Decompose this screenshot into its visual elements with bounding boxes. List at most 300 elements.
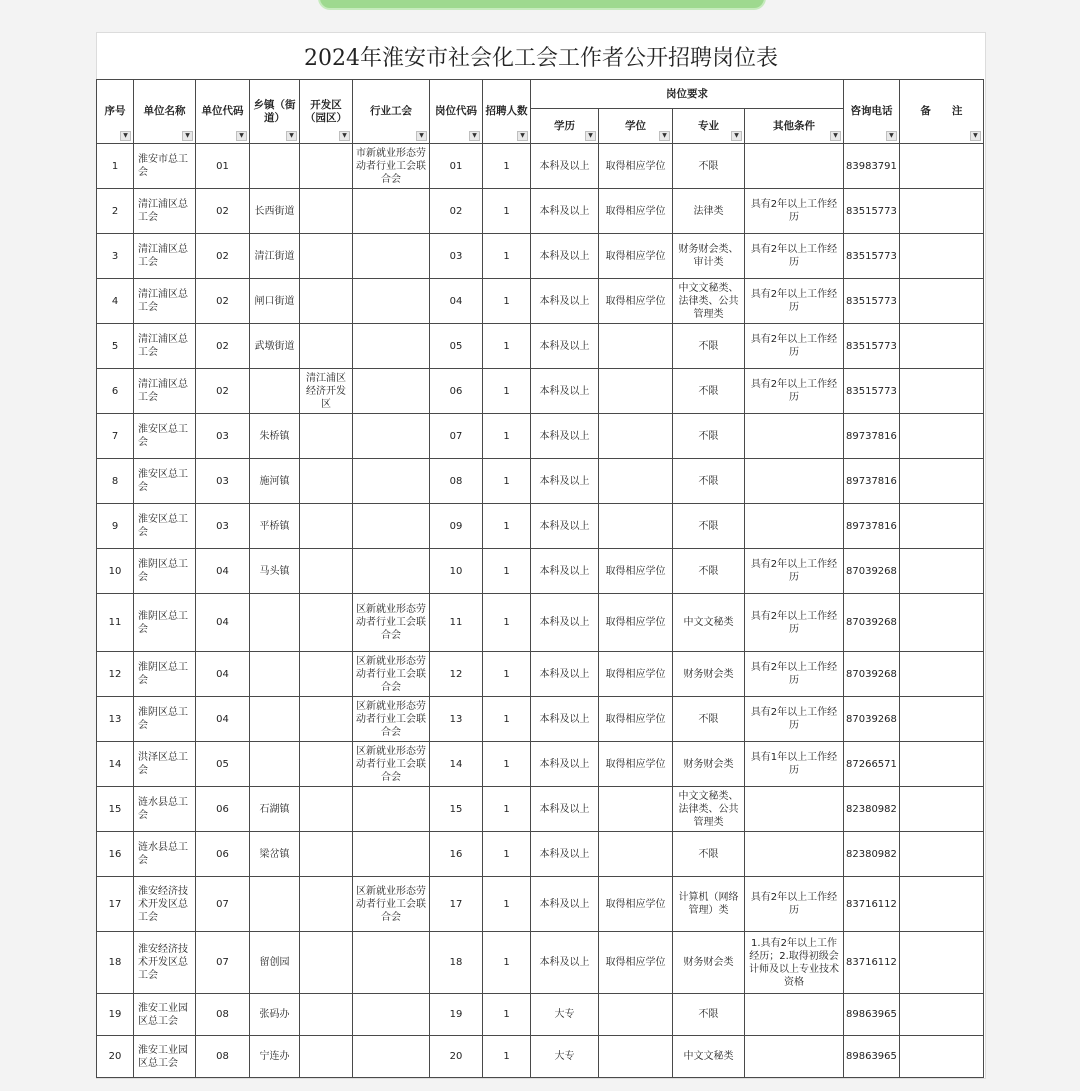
cell-dev-zone[interactable] <box>300 549 353 594</box>
table-row[interactable] <box>97 877 984 932</box>
cell-unit-code[interactable]: 02 <box>196 234 250 279</box>
cell-phone[interactable]: 83515773 <box>844 189 900 234</box>
cell-remark[interactable] <box>899 994 983 1036</box>
filter-dropdown-icon[interactable]: ▼ <box>886 131 897 141</box>
cell-education[interactable]: 本科及以上 <box>531 932 599 994</box>
cell-other[interactable] <box>745 832 844 877</box>
cell-seq[interactable]: 7 <box>97 414 134 459</box>
cell-education[interactable]: 本科及以上 <box>531 144 599 189</box>
cell-unit-code[interactable]: 02 <box>196 279 250 324</box>
cell-seq[interactable]: 19 <box>97 994 134 1036</box>
cell-remark[interactable] <box>899 414 983 459</box>
cell-post-code[interactable]: 10 <box>430 549 483 594</box>
cell-post-code[interactable]: 16 <box>430 832 483 877</box>
cell-remark[interactable] <box>899 369 983 414</box>
table-row[interactable] <box>97 742 984 787</box>
cell-unit-name[interactable]: 淮安市总工会 <box>134 144 196 189</box>
cell-post-code[interactable]: 13 <box>430 697 483 742</box>
cell-seq[interactable]: 1 <box>97 144 134 189</box>
cell-phone[interactable]: 89737816 <box>844 504 900 549</box>
cell-unit-code[interactable]: 03 <box>196 504 250 549</box>
cell-unit-code[interactable]: 07 <box>196 877 250 932</box>
cell-education[interactable]: 本科及以上 <box>531 279 599 324</box>
cell-major[interactable]: 财务财会类、审计类 <box>673 234 745 279</box>
cell-unit-code[interactable]: 08 <box>196 1036 250 1078</box>
cell-unit-code[interactable]: 02 <box>196 189 250 234</box>
cell-industry[interactable]: 区新就业形态劳动者行业工会联合会 <box>353 594 430 652</box>
cell-post-code[interactable]: 20 <box>430 1036 483 1078</box>
cell-count[interactable]: 1 <box>483 189 531 234</box>
cell-degree[interactable] <box>599 504 673 549</box>
cell-post-code[interactable]: 04 <box>430 279 483 324</box>
cell-post-code[interactable]: 12 <box>430 652 483 697</box>
cell-unit-code[interactable]: 08 <box>196 994 250 1036</box>
cell-phone[interactable]: 83716112 <box>844 932 900 994</box>
cell-other[interactable] <box>745 1036 844 1078</box>
cell-remark[interactable] <box>899 594 983 652</box>
cell-industry[interactable] <box>353 414 430 459</box>
cell-seq[interactable]: 5 <box>97 324 134 369</box>
cell-count[interactable]: 1 <box>483 787 531 832</box>
cell-seq[interactable]: 3 <box>97 234 134 279</box>
cell-dev-zone[interactable] <box>300 932 353 994</box>
filter-dropdown-icon[interactable]: ▼ <box>731 131 742 141</box>
cell-post-code[interactable]: 05 <box>430 324 483 369</box>
cell-other[interactable]: 具有2年以上工作经历 <box>745 369 844 414</box>
cell-education[interactable]: 本科及以上 <box>531 697 599 742</box>
filter-dropdown-icon[interactable]: ▼ <box>830 131 841 141</box>
cell-town[interactable]: 张码办 <box>250 994 300 1036</box>
cell-remark[interactable] <box>899 279 983 324</box>
cell-town[interactable]: 马头镇 <box>250 549 300 594</box>
cell-industry[interactable]: 区新就业形态劳动者行业工会联合会 <box>353 697 430 742</box>
cell-other[interactable]: 具有2年以上工作经历 <box>745 234 844 279</box>
cell-industry[interactable] <box>353 787 430 832</box>
cell-unit-name[interactable]: 涟水县总工会 <box>134 832 196 877</box>
cell-seq[interactable]: 20 <box>97 1036 134 1078</box>
cell-post-code[interactable]: 03 <box>430 234 483 279</box>
cell-industry[interactable]: 区新就业形态劳动者行业工会联合会 <box>353 742 430 787</box>
cell-degree[interactable] <box>599 994 673 1036</box>
table-row[interactable] <box>97 697 984 742</box>
filter-dropdown-icon[interactable]: ▼ <box>182 131 193 141</box>
cell-remark[interactable] <box>899 787 983 832</box>
table-row[interactable] <box>97 652 984 697</box>
cell-town[interactable]: 清江街道 <box>250 234 300 279</box>
table-row[interactable] <box>97 1036 984 1078</box>
filter-dropdown-icon[interactable]: ▼ <box>416 131 427 141</box>
cell-post-code[interactable]: 19 <box>430 994 483 1036</box>
cell-major[interactable]: 计算机（网络管理）类 <box>673 877 745 932</box>
cell-major[interactable]: 不限 <box>673 369 745 414</box>
cell-remark[interactable] <box>899 189 983 234</box>
cell-post-code[interactable]: 14 <box>430 742 483 787</box>
cell-industry[interactable] <box>353 279 430 324</box>
cell-other[interactable]: 具有2年以上工作经历 <box>745 594 844 652</box>
cell-town[interactable]: 宁连办 <box>250 1036 300 1078</box>
table-row[interactable] <box>97 994 984 1036</box>
cell-major[interactable]: 不限 <box>673 832 745 877</box>
cell-other[interactable]: 1.具有2年以上工作经历；2.取得初级会计师及以上专业技术资格 <box>745 932 844 994</box>
cell-dev-zone[interactable]: 清江浦区经济开发区 <box>300 369 353 414</box>
cell-count[interactable]: 1 <box>483 459 531 504</box>
cell-remark[interactable] <box>899 144 983 189</box>
cell-phone[interactable]: 83515773 <box>844 279 900 324</box>
cell-town[interactable]: 平桥镇 <box>250 504 300 549</box>
cell-unit-name[interactable]: 淮安区总工会 <box>134 459 196 504</box>
cell-major[interactable]: 财务财会类 <box>673 742 745 787</box>
cell-dev-zone[interactable] <box>300 234 353 279</box>
cell-phone[interactable]: 83983791 <box>844 144 900 189</box>
cell-degree[interactable] <box>599 787 673 832</box>
cell-count[interactable]: 1 <box>483 369 531 414</box>
table-row[interactable] <box>97 414 984 459</box>
cell-degree[interactable]: 取得相应学位 <box>599 144 673 189</box>
cell-unit-name[interactable]: 淮安经济技术开发区总工会 <box>134 877 196 932</box>
cell-industry[interactable] <box>353 459 430 504</box>
filter-dropdown-icon[interactable]: ▼ <box>659 131 670 141</box>
cell-remark[interactable] <box>899 697 983 742</box>
cell-unit-name[interactable]: 淮安区总工会 <box>134 414 196 459</box>
cell-remark[interactable] <box>899 504 983 549</box>
cell-seq[interactable]: 15 <box>97 787 134 832</box>
cell-town[interactable]: 石湖镇 <box>250 787 300 832</box>
cell-count[interactable]: 1 <box>483 594 531 652</box>
cell-remark[interactable] <box>899 832 983 877</box>
table-row[interactable] <box>97 144 984 189</box>
cell-post-code[interactable]: 15 <box>430 787 483 832</box>
cell-education[interactable]: 本科及以上 <box>531 742 599 787</box>
cell-phone[interactable]: 82380982 <box>844 787 900 832</box>
cell-unit-name[interactable]: 淮阴区总工会 <box>134 697 196 742</box>
cell-major[interactable]: 不限 <box>673 414 745 459</box>
cell-other[interactable]: 具有2年以上工作经历 <box>745 697 844 742</box>
cell-town[interactable] <box>250 144 300 189</box>
cell-seq[interactable]: 16 <box>97 832 134 877</box>
cell-post-code[interactable]: 06 <box>430 369 483 414</box>
cell-phone[interactable]: 83515773 <box>844 369 900 414</box>
cell-phone[interactable]: 83515773 <box>844 324 900 369</box>
cell-town[interactable] <box>250 369 300 414</box>
cell-industry[interactable] <box>353 994 430 1036</box>
cell-unit-name[interactable]: 清江浦区总工会 <box>134 279 196 324</box>
cell-other[interactable]: 具有2年以上工作经历 <box>745 549 844 594</box>
cell-town[interactable] <box>250 742 300 787</box>
cell-major[interactable]: 不限 <box>673 504 745 549</box>
cell-education[interactable]: 本科及以上 <box>531 234 599 279</box>
cell-education[interactable]: 本科及以上 <box>531 414 599 459</box>
cell-industry[interactable]: 区新就业形态劳动者行业工会联合会 <box>353 652 430 697</box>
cell-seq[interactable]: 9 <box>97 504 134 549</box>
cell-degree[interactable]: 取得相应学位 <box>599 742 673 787</box>
cell-dev-zone[interactable] <box>300 189 353 234</box>
cell-other[interactable]: 具有2年以上工作经历 <box>745 652 844 697</box>
filter-dropdown-icon[interactable]: ▼ <box>585 131 596 141</box>
cell-degree[interactable] <box>599 1036 673 1078</box>
cell-industry[interactable] <box>353 832 430 877</box>
cell-other[interactable]: 具有2年以上工作经历 <box>745 877 844 932</box>
cell-count[interactable]: 1 <box>483 414 531 459</box>
cell-unit-code[interactable]: 05 <box>196 742 250 787</box>
filter-dropdown-icon[interactable]: ▼ <box>286 131 297 141</box>
cell-town[interactable]: 长西街道 <box>250 189 300 234</box>
cell-unit-name[interactable]: 清江浦区总工会 <box>134 189 196 234</box>
cell-degree[interactable]: 取得相应学位 <box>599 234 673 279</box>
cell-education[interactable]: 本科及以上 <box>531 369 599 414</box>
cell-town[interactable] <box>250 697 300 742</box>
cell-town[interactable]: 闸口街道 <box>250 279 300 324</box>
cell-post-code[interactable]: 02 <box>430 189 483 234</box>
cell-dev-zone[interactable] <box>300 279 353 324</box>
cell-unit-code[interactable]: 02 <box>196 369 250 414</box>
cell-degree[interactable] <box>599 324 673 369</box>
cell-unit-code[interactable]: 04 <box>196 594 250 652</box>
cell-degree[interactable]: 取得相应学位 <box>599 189 673 234</box>
cell-phone[interactable]: 87039268 <box>844 594 900 652</box>
cell-dev-zone[interactable] <box>300 994 353 1036</box>
cell-dev-zone[interactable] <box>300 504 353 549</box>
cell-other[interactable] <box>745 994 844 1036</box>
cell-count[interactable]: 1 <box>483 742 531 787</box>
cell-education[interactable]: 本科及以上 <box>531 877 599 932</box>
cell-other[interactable]: 具有2年以上工作经历 <box>745 279 844 324</box>
cell-major[interactable]: 不限 <box>673 549 745 594</box>
cell-degree[interactable] <box>599 832 673 877</box>
cell-industry[interactable] <box>353 369 430 414</box>
cell-unit-name[interactable]: 清江浦区总工会 <box>134 324 196 369</box>
cell-unit-code[interactable]: 03 <box>196 459 250 504</box>
cell-industry[interactable] <box>353 324 430 369</box>
cell-count[interactable]: 1 <box>483 549 531 594</box>
cell-education[interactable]: 大专 <box>531 994 599 1036</box>
cell-industry[interactable] <box>353 234 430 279</box>
cell-seq[interactable]: 6 <box>97 369 134 414</box>
cell-industry[interactable] <box>353 549 430 594</box>
cell-industry[interactable] <box>353 1036 430 1078</box>
cell-remark[interactable] <box>899 234 983 279</box>
cell-town[interactable]: 朱桥镇 <box>250 414 300 459</box>
cell-phone[interactable]: 87039268 <box>844 549 900 594</box>
table-row[interactable] <box>97 279 984 324</box>
cell-dev-zone[interactable] <box>300 832 353 877</box>
cell-phone[interactable]: 87039268 <box>844 652 900 697</box>
table-row[interactable] <box>97 787 984 832</box>
cell-major[interactable]: 不限 <box>673 697 745 742</box>
cell-town[interactable]: 留创园 <box>250 932 300 994</box>
cell-dev-zone[interactable] <box>300 414 353 459</box>
cell-education[interactable]: 本科及以上 <box>531 459 599 504</box>
filter-dropdown-icon[interactable]: ▼ <box>120 131 131 141</box>
cell-phone[interactable]: 89863965 <box>844 1036 900 1078</box>
cell-remark[interactable] <box>899 1036 983 1078</box>
table-row[interactable] <box>97 234 984 279</box>
filter-dropdown-icon[interactable]: ▼ <box>469 131 480 141</box>
cell-industry[interactable] <box>353 189 430 234</box>
cell-count[interactable]: 1 <box>483 234 531 279</box>
cell-count[interactable]: 1 <box>483 877 531 932</box>
cell-count[interactable]: 1 <box>483 1036 531 1078</box>
cell-seq[interactable]: 17 <box>97 877 134 932</box>
cell-post-code[interactable]: 11 <box>430 594 483 652</box>
cell-major[interactable]: 财务财会类 <box>673 932 745 994</box>
cell-education[interactable]: 本科及以上 <box>531 504 599 549</box>
cell-unit-name[interactable]: 淮阴区总工会 <box>134 652 196 697</box>
cell-unit-name[interactable]: 涟水县总工会 <box>134 787 196 832</box>
table-row[interactable] <box>97 504 984 549</box>
cell-seq[interactable]: 13 <box>97 697 134 742</box>
cell-unit-name[interactable]: 清江浦区总工会 <box>134 234 196 279</box>
cell-other[interactable] <box>745 787 844 832</box>
cell-count[interactable]: 1 <box>483 932 531 994</box>
cell-unit-name[interactable]: 淮安工业园区总工会 <box>134 994 196 1036</box>
cell-major[interactable]: 不限 <box>673 144 745 189</box>
cell-industry[interactable]: 市新就业形态劳动者行业工会联合会 <box>353 144 430 189</box>
cell-dev-zone[interactable] <box>300 652 353 697</box>
cell-town[interactable] <box>250 652 300 697</box>
cell-major[interactable]: 中文文秘类 <box>673 1036 745 1078</box>
cell-count[interactable]: 1 <box>483 504 531 549</box>
cell-unit-code[interactable]: 06 <box>196 787 250 832</box>
filter-dropdown-icon[interactable]: ▼ <box>339 131 350 141</box>
cell-degree[interactable]: 取得相应学位 <box>599 932 673 994</box>
cell-town[interactable] <box>250 877 300 932</box>
cell-education[interactable]: 本科及以上 <box>531 324 599 369</box>
cell-remark[interactable] <box>899 549 983 594</box>
cell-seq[interactable]: 11 <box>97 594 134 652</box>
cell-seq[interactable]: 10 <box>97 549 134 594</box>
cell-degree[interactable]: 取得相应学位 <box>599 697 673 742</box>
cell-phone[interactable]: 82380982 <box>844 832 900 877</box>
cell-phone[interactable]: 87266571 <box>844 742 900 787</box>
cell-degree[interactable] <box>599 459 673 504</box>
cell-count[interactable]: 1 <box>483 697 531 742</box>
cell-degree[interactable] <box>599 369 673 414</box>
filter-dropdown-icon[interactable]: ▼ <box>236 131 247 141</box>
cell-seq[interactable]: 8 <box>97 459 134 504</box>
cell-major[interactable]: 法律类 <box>673 189 745 234</box>
cell-remark[interactable] <box>899 459 983 504</box>
cell-degree[interactable] <box>599 414 673 459</box>
cell-other[interactable] <box>745 144 844 189</box>
cell-unit-code[interactable]: 04 <box>196 697 250 742</box>
cell-other[interactable] <box>745 459 844 504</box>
cell-post-code[interactable]: 07 <box>430 414 483 459</box>
cell-other[interactable] <box>745 504 844 549</box>
cell-dev-zone[interactable] <box>300 144 353 189</box>
cell-dev-zone[interactable] <box>300 1036 353 1078</box>
cell-unit-name[interactable]: 洪泽区总工会 <box>134 742 196 787</box>
cell-industry[interactable] <box>353 504 430 549</box>
cell-count[interactable]: 1 <box>483 994 531 1036</box>
cell-post-code[interactable]: 09 <box>430 504 483 549</box>
cell-count[interactable]: 1 <box>483 144 531 189</box>
cell-seq[interactable]: 18 <box>97 932 134 994</box>
cell-post-code[interactable]: 08 <box>430 459 483 504</box>
cell-unit-name[interactable]: 淮阴区总工会 <box>134 594 196 652</box>
cell-major[interactable]: 财务财会类 <box>673 652 745 697</box>
cell-unit-code[interactable]: 01 <box>196 144 250 189</box>
cell-phone[interactable]: 89737816 <box>844 459 900 504</box>
cell-dev-zone[interactable] <box>300 459 353 504</box>
cell-education[interactable]: 本科及以上 <box>531 549 599 594</box>
table-row[interactable] <box>97 324 984 369</box>
cell-dev-zone[interactable] <box>300 787 353 832</box>
cell-unit-name[interactable]: 清江浦区总工会 <box>134 369 196 414</box>
filter-dropdown-icon[interactable]: ▼ <box>517 131 528 141</box>
cell-post-code[interactable]: 18 <box>430 932 483 994</box>
cell-other[interactable]: 具有1年以上工作经历 <box>745 742 844 787</box>
cell-seq[interactable]: 14 <box>97 742 134 787</box>
cell-phone[interactable]: 89863965 <box>844 994 900 1036</box>
cell-phone[interactable]: 89737816 <box>844 414 900 459</box>
cell-count[interactable]: 1 <box>483 832 531 877</box>
cell-town[interactable]: 施河镇 <box>250 459 300 504</box>
cell-other[interactable] <box>745 414 844 459</box>
cell-major[interactable]: 中文文秘类、法律类、公共管理类 <box>673 279 745 324</box>
cell-education[interactable]: 本科及以上 <box>531 594 599 652</box>
cell-dev-zone[interactable] <box>300 742 353 787</box>
cell-education[interactable]: 本科及以上 <box>531 787 599 832</box>
cell-unit-name[interactable]: 淮安工业园区总工会 <box>134 1036 196 1078</box>
cell-unit-code[interactable]: 03 <box>196 414 250 459</box>
cell-dev-zone[interactable] <box>300 594 353 652</box>
cell-post-code[interactable]: 17 <box>430 877 483 932</box>
cell-industry[interactable] <box>353 932 430 994</box>
cell-dev-zone[interactable] <box>300 324 353 369</box>
cell-seq[interactable]: 2 <box>97 189 134 234</box>
table-row[interactable] <box>97 932 984 994</box>
cell-town[interactable]: 梁岔镇 <box>250 832 300 877</box>
cell-major[interactable]: 不限 <box>673 459 745 504</box>
cell-major[interactable]: 中文文秘类、法律类、公共管理类 <box>673 787 745 832</box>
cell-seq[interactable]: 12 <box>97 652 134 697</box>
cell-unit-code[interactable]: 02 <box>196 324 250 369</box>
cell-count[interactable]: 1 <box>483 652 531 697</box>
cell-unit-code[interactable]: 04 <box>196 549 250 594</box>
cell-count[interactable]: 1 <box>483 279 531 324</box>
cell-education[interactable]: 本科及以上 <box>531 832 599 877</box>
cell-unit-name[interactable]: 淮阴区总工会 <box>134 549 196 594</box>
cell-remark[interactable] <box>899 877 983 932</box>
cell-unit-code[interactable]: 04 <box>196 652 250 697</box>
cell-remark[interactable] <box>899 742 983 787</box>
cell-other[interactable]: 具有2年以上工作经历 <box>745 324 844 369</box>
cell-other[interactable]: 具有2年以上工作经历 <box>745 189 844 234</box>
cell-remark[interactable] <box>899 652 983 697</box>
cell-major[interactable]: 中文文秘类 <box>673 594 745 652</box>
cell-count[interactable]: 1 <box>483 324 531 369</box>
cell-degree[interactable]: 取得相应学位 <box>599 652 673 697</box>
cell-degree[interactable]: 取得相应学位 <box>599 549 673 594</box>
table-row[interactable] <box>97 369 984 414</box>
cell-industry[interactable]: 区新就业形态劳动者行业工会联合会 <box>353 877 430 932</box>
cell-remark[interactable] <box>899 932 983 994</box>
filter-dropdown-icon[interactable]: ▼ <box>970 131 981 141</box>
cell-post-code[interactable]: 01 <box>430 144 483 189</box>
cell-degree[interactable]: 取得相应学位 <box>599 594 673 652</box>
table-row[interactable] <box>97 189 984 234</box>
cell-degree[interactable]: 取得相应学位 <box>599 279 673 324</box>
cell-unit-name[interactable]: 淮安区总工会 <box>134 504 196 549</box>
cell-town[interactable] <box>250 594 300 652</box>
cell-dev-zone[interactable] <box>300 877 353 932</box>
cell-degree[interactable]: 取得相应学位 <box>599 877 673 932</box>
table-row[interactable] <box>97 832 984 877</box>
table-row[interactable] <box>97 594 984 652</box>
cell-dev-zone[interactable] <box>300 697 353 742</box>
cell-education[interactable]: 本科及以上 <box>531 652 599 697</box>
table-row[interactable] <box>97 549 984 594</box>
